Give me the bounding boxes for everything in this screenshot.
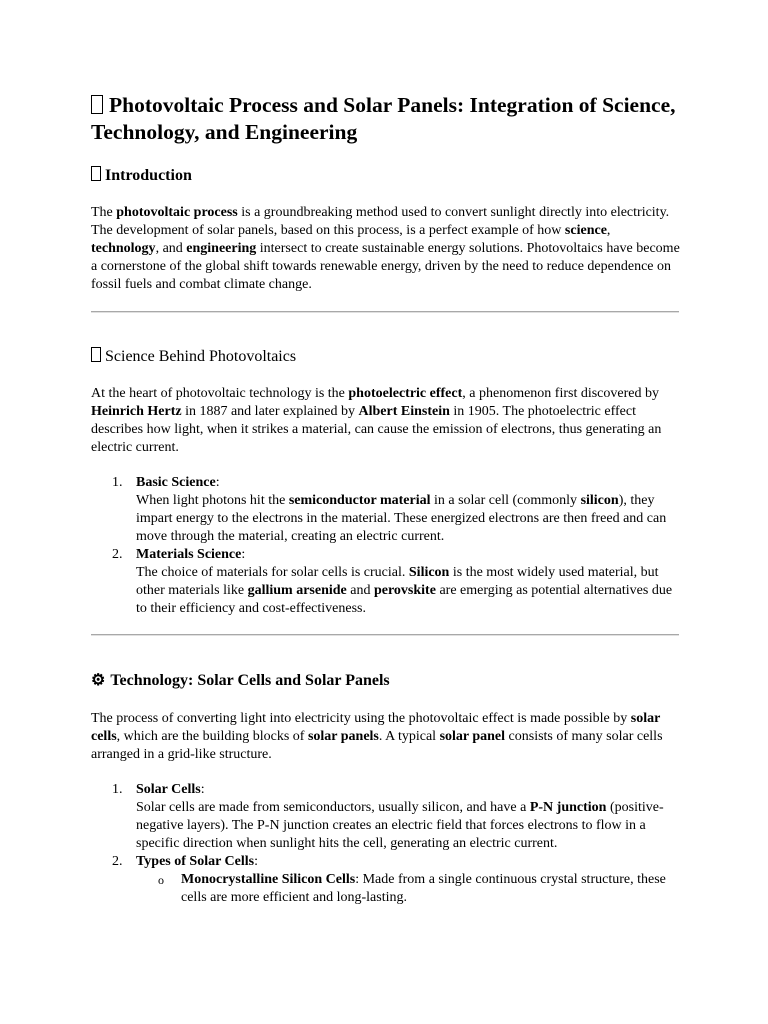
sub-list-item: o Monocrystalline Silicon Cells: Made from a single continuous crystal structure, these cells are more efficient and long-lasting. xyxy=(158,872,666,905)
missing-glyph-icon xyxy=(91,166,101,181)
section-divider xyxy=(91,634,679,636)
list-item: 1. Solar Cells: Solar cells are made from semiconductors, usually silicon, and have a P-N junction (positive-negative layers). The P-N junction creates an electric field that forces electrons to flow in a specific direction when sunlight hits the cell, generating an electric current. xyxy=(112,782,664,851)
list-item: 2. Materials Science: The choice of materials for solar cells is crucial. Silicon is the most widely used material, but other materials like gallium arsenide and perovskite are emerging as potential alternatives due to their efficiency and cost-effectiveness. xyxy=(112,547,673,616)
intro-paragraph: The photovoltaic process is a groundbreaking method used to convert sunlight directly into electricity. The development of solar panels, based on this process, is a perfect example of how science, technology, and engineering intersect to create sustainable energy solutions. Photovoltaics have become a cornerstone of the global shift towards renewable energy, driven by the need to reduce dependence on fossil fuels and combat climate change. xyxy=(91,205,680,292)
technology-heading: ⚙ Technology: Solar Cells and Solar Panels xyxy=(91,672,390,689)
science-heading: Science Behind Photovoltaics xyxy=(91,347,296,367)
list-item: 2. Types of Solar Cells: o Monocrystalline Silicon Cells: Made from a single continuous crystal structure, these cells are more efficient and long-lasting. xyxy=(91,853,681,907)
sub-list xyxy=(136,871,681,907)
page-title: Photovoltaic Process and Solar Panels: Integration of Science, Technology, and Engineering xyxy=(91,93,676,144)
technology-list xyxy=(91,781,681,907)
science-list xyxy=(91,474,681,618)
section-divider xyxy=(91,311,679,313)
gear-icon: ⚙ xyxy=(91,672,106,689)
missing-glyph-icon xyxy=(91,347,101,362)
list-item: 1. Basic Science: When light photons hit the semiconductor material in a solar cell (commonly silicon), they impart energy to the electrons in the material. These energized electrons are then freed and can move through the material, creating an electric current. xyxy=(112,475,667,544)
science-paragraph: At the heart of photovoltaic technology is the photoelectric effect, a phenomenon first discovered by Heinrich Hertz in 1887 and later explained by Albert Einstein in 1905. The photoelectric effect describes how light, when it strikes a material, can cause the emission of electrons, thus generating an electric current. xyxy=(91,386,662,455)
technology-paragraph: The process of converting light into electricity using the photovoltaic effect is made possible by solar cells, which are the building blocks of solar panels. A typical solar panel consists of many solar cells arranged in a grid-like structure. xyxy=(91,711,663,762)
intro-heading: Introduction xyxy=(91,166,192,186)
missing-glyph-icon xyxy=(91,95,103,114)
